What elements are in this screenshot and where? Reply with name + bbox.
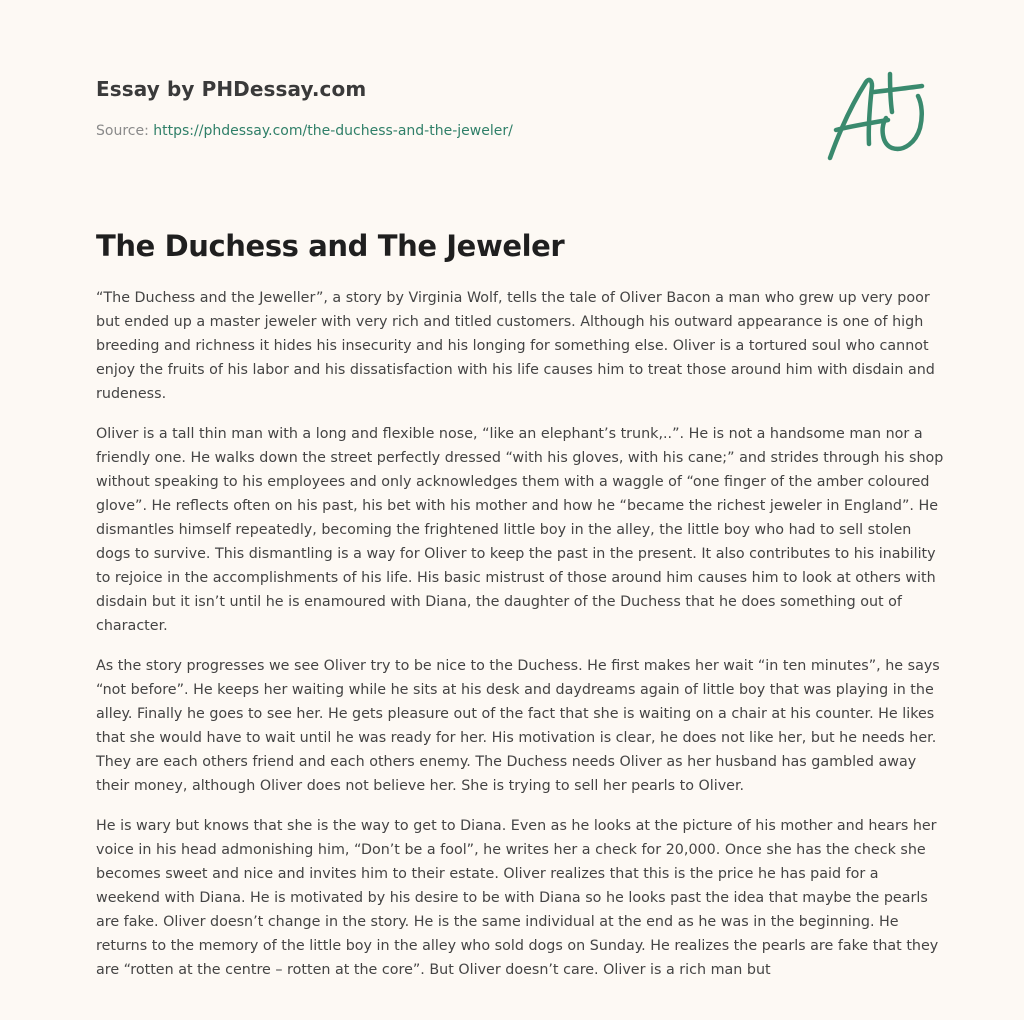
essay-title: The Duchess and The Jeweler <box>96 229 565 263</box>
source-label: Source: <box>96 123 154 139</box>
site-title: Essay by PHDessay.com <box>96 77 367 101</box>
essay-paragraph-2: Oliver is a tall thin man with a long and flexible nose, “like an elephant’s trunk,..”. He is not a handsome man nor a friendly one. He walks down the street perfectly dressed “with his gloves, with his cane;” and strides through his shop without speaking to his employees and only acknowledges them with a waggle of “one finger of the amber coloured glove”. He reflects often on his past, his bet with his mother and how he “became the richest jeweler in England”. He dismantles himself repeatedly, becoming the frightened little boy in the alley, the little boy who had to sell stolen dogs to survive. This dismantling is a way for Oliver to keep the past in the present. It also contributes to his inability to rejoice in the accomplishments of his life. His basic mistrust of those around him causes him to look at others with disdain but it isn’t until he is enamoured with Diana, the daughter of the Duchess that he does something out of character. <box>96 426 944 634</box>
page-header <box>96 74 796 141</box>
a-plus-logo-icon <box>822 68 928 164</box>
essay-paragraph-1: “The Duchess and the Jeweller”, a story by Virginia Wolf, tells the tale of Oliver Bacon a man who grew up very poor but ended up a master jeweler with very rich and titled customers. Although his outward appearance is one of high breeding and richness it hides his insecurity and his longing for something else. Oliver is a tortured soul who cannot enjoy the fruits of his labor and his dissatisfaction with his life causes him to treat those around him with disdain and rudeness. <box>96 290 935 402</box>
essay-paragraph-3: As the story progresses we see Oliver try to be nice to the Duchess. He first makes her wait “in ten minutes”, he says “not before”. He keeps her waiting while he sits at his desk and daydreams again of little boy that was playing in the alley. Finally he goes to see her. He gets pleasure out of the fact that she is waiting on a chair at his counter. He likes that she would have to wait until he was ready for her. His motivation is clear, he does not like her, but he needs her. They are each others friend and each others enemy. The Duchess needs Oliver as her husband has gambled away their money, although Oliver does not believe her. She is trying to sell her pearls to Oliver. <box>96 658 940 794</box>
a-plus-logo <box>822 68 928 164</box>
source-line <box>96 121 796 141</box>
source-link[interactable]: https://phdessay.com/the-duchess-and-the-jeweler/ <box>153 123 513 139</box>
essay-paragraph-4: He is wary but knows that she is the way to get to Diana. Even as he looks at the picture of his mother and hears her voice in his head admonishing him, “Don’t be a fool”, he writes her a check for 20,000. Once she has the check she becomes sweet and nice and invites him to their estate. Oliver realizes that this is the price he has paid for a weekend with Diana. He is motivated by his desire to be with Diana so he looks past the idea that maybe the pearls are fake. Oliver doesn’t change in the story. He is the same individual at the end as he was in the beginning. He returns to the memory of the little boy in the alley who sold dogs on Sunday. He realizes the pearls are fake that they are “rotten at the centre – rotten at the core”. But Oliver doesn’t care. Oliver is a rich man but <box>96 818 939 978</box>
essay-body <box>96 286 944 998</box>
